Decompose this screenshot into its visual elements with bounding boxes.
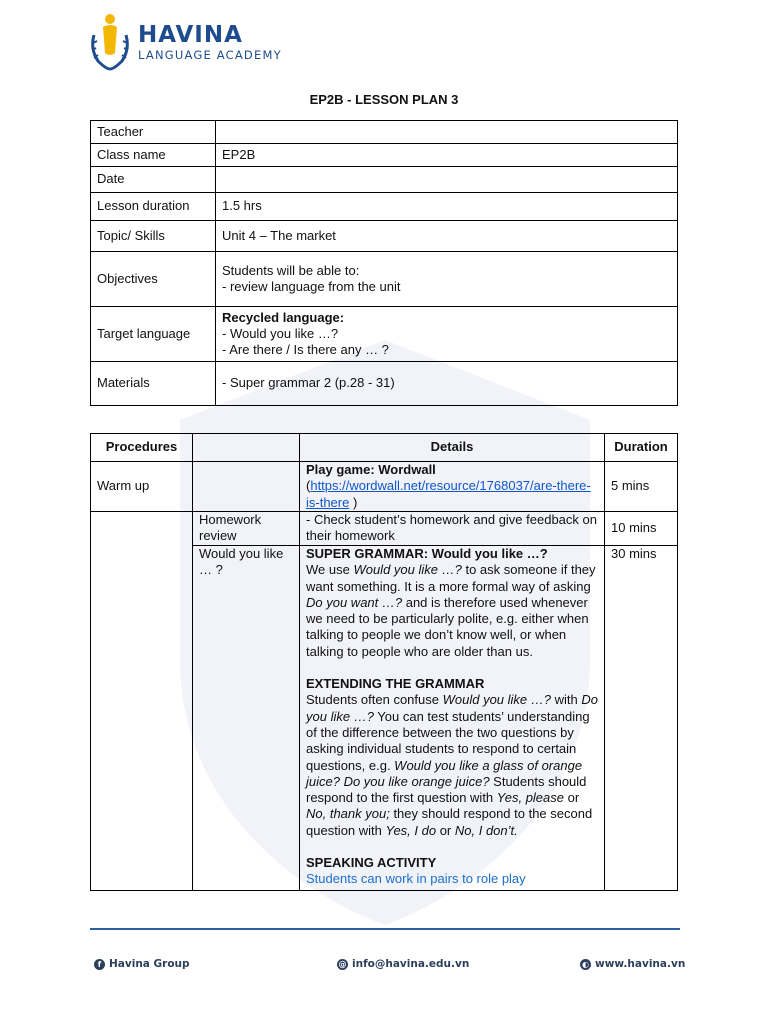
- text-run: You can test students’ understanding of the difference between the two questions by asking individual students to respond to certain questions, e.g.: [306, 708, 590, 773]
- footer-email-text: info@havina.edu.vn: [352, 958, 470, 970]
- extending-heading: EXTENDING THE GRAMMAR: [306, 676, 485, 692]
- lesson-info-table: [90, 120, 678, 406]
- table-row: [91, 193, 678, 221]
- footer-divider: [90, 928, 680, 930]
- text-run: Would you like …?: [353, 562, 462, 578]
- target-language-line: - Are there / Is there any … ?: [222, 342, 389, 358]
- text-run: Students often confuse: [306, 692, 443, 708]
- target-language-value: [216, 307, 678, 362]
- objectives-line: - review language from the unit: [222, 279, 401, 294]
- target-language-line: - Would you like …?: [222, 325, 339, 341]
- text-run: No, I don’t.: [454, 822, 518, 838]
- footer-website[interactable]: [580, 958, 685, 970]
- target-language-heading: Recycled language:: [222, 309, 345, 325]
- details-header: Details: [300, 434, 605, 462]
- target-language-label: Target language: [91, 307, 216, 362]
- text-run: Yes, I do: [385, 822, 437, 838]
- warm-up-activity: [193, 462, 300, 512]
- text-run: and is therefore used whenever we need to be particularly polite, e.g. either when talking to people we don’t know well, or when talking to people who are older than us.: [306, 594, 589, 659]
- table-row: [91, 167, 678, 193]
- grammar-activity: Would you like … ?: [193, 546, 300, 891]
- grammar-heading: SUPER GRAMMAR: Would you like …?: [306, 546, 548, 561]
- table-row: [91, 362, 678, 406]
- footer-social[interactable]: [94, 958, 190, 970]
- warm-up-link-line: [306, 478, 598, 511]
- page-title: EP2B - LESSON PLAN 3: [309, 92, 459, 107]
- homework-review-duration: 10 mins: [605, 512, 678, 546]
- facebook-icon: f: [94, 959, 105, 970]
- havina-logo: [88, 12, 282, 72]
- materials-value: - Super grammar 2 (p.28 - 31): [216, 362, 678, 406]
- spacer: [306, 660, 598, 676]
- homework-review-activity: Homework review: [193, 512, 300, 546]
- paren-close: ): [349, 494, 358, 510]
- text-run: Do you want …?: [306, 594, 403, 610]
- date-label: Date: [91, 167, 216, 193]
- table-row: [91, 512, 678, 546]
- class-name-value: EP2B: [216, 144, 678, 167]
- grammar-details: [300, 546, 605, 891]
- grammar-paragraph: [306, 562, 598, 660]
- text-run: Yes, please: [496, 790, 564, 806]
- table-row: [91, 252, 678, 307]
- spacer: [306, 839, 598, 855]
- teacher-value: [216, 121, 678, 144]
- procedures-table: [90, 433, 678, 891]
- duration-header: Duration: [605, 434, 678, 462]
- text-run: We use: [306, 562, 354, 578]
- speaking-heading: SPEAKING ACTIVITY: [306, 855, 437, 871]
- text-run: to ask someone if they want something. It is a more formal way of asking: [306, 562, 596, 594]
- blank-header: [193, 434, 300, 462]
- text-run: they should respond to the second question with: [306, 806, 593, 838]
- objectives-value: [216, 252, 678, 307]
- lesson-duration-value: 1.5 hrs: [216, 193, 678, 221]
- wordwall-link[interactable]: https://wordwall.net/resource/1768037/are-there-is-there: [306, 478, 591, 510]
- footer-website-text: www.havina.vn: [595, 958, 686, 970]
- paren-open: (: [306, 478, 311, 494]
- class-name-label: Class name: [91, 144, 216, 167]
- text-run: Would you like a glass of orange juice? Do you like orange juice?: [306, 757, 583, 789]
- brand-subtitle: LANGUAGE ACADEMY: [138, 48, 282, 62]
- date-value: [216, 167, 678, 193]
- warm-up-duration: 5 mins: [605, 462, 678, 512]
- brand-name: HAVINA: [138, 22, 243, 48]
- warm-up-details: [300, 462, 605, 512]
- text-run: Do you like …?: [306, 692, 598, 724]
- teacher-label: Teacher: [91, 121, 216, 144]
- materials-label: Materials: [91, 362, 216, 406]
- email-icon: @: [338, 959, 347, 969]
- topic-skills-label: Topic/ Skills: [91, 221, 216, 252]
- text-run: with: [551, 692, 582, 708]
- warm-up-stage: Warm up: [91, 462, 193, 512]
- text-run: No, thank you;: [306, 806, 390, 822]
- grammar-duration: 30 mins: [605, 546, 678, 891]
- table-row: [91, 121, 678, 144]
- table-header-row: [91, 434, 678, 462]
- table-row: [91, 144, 678, 167]
- objectives-line: Students will be able to:: [222, 262, 360, 278]
- table-row: [91, 221, 678, 252]
- table-row: [91, 307, 678, 362]
- procedures-header: Procedures: [91, 434, 193, 462]
- extending-paragraph: [306, 692, 598, 839]
- globe-icon: ◐: [580, 959, 591, 970]
- text-run: Would you like …?: [442, 692, 551, 708]
- text-run: or: [564, 790, 580, 806]
- speaking-line: Students can work in pairs to role play: [306, 871, 526, 887]
- logo-emblem-icon: [88, 13, 132, 71]
- topic-skills-value: Unit 4 – The market: [216, 221, 678, 252]
- lesson-duration-label: Lesson duration: [91, 193, 216, 221]
- footer-social-text: Havina Group: [109, 958, 190, 970]
- text-run: or: [436, 822, 455, 838]
- objectives-label: Objectives: [91, 252, 216, 307]
- table-row: [91, 462, 678, 512]
- main-stage-cell: [91, 512, 193, 891]
- footer-email[interactable]: [337, 958, 469, 970]
- homework-review-details: - Check student’s homework and give feedback on their homework: [300, 512, 605, 546]
- text-run: Students should respond to the first question with: [306, 773, 587, 806]
- warm-up-title: Play game: Wordwall: [306, 462, 436, 478]
